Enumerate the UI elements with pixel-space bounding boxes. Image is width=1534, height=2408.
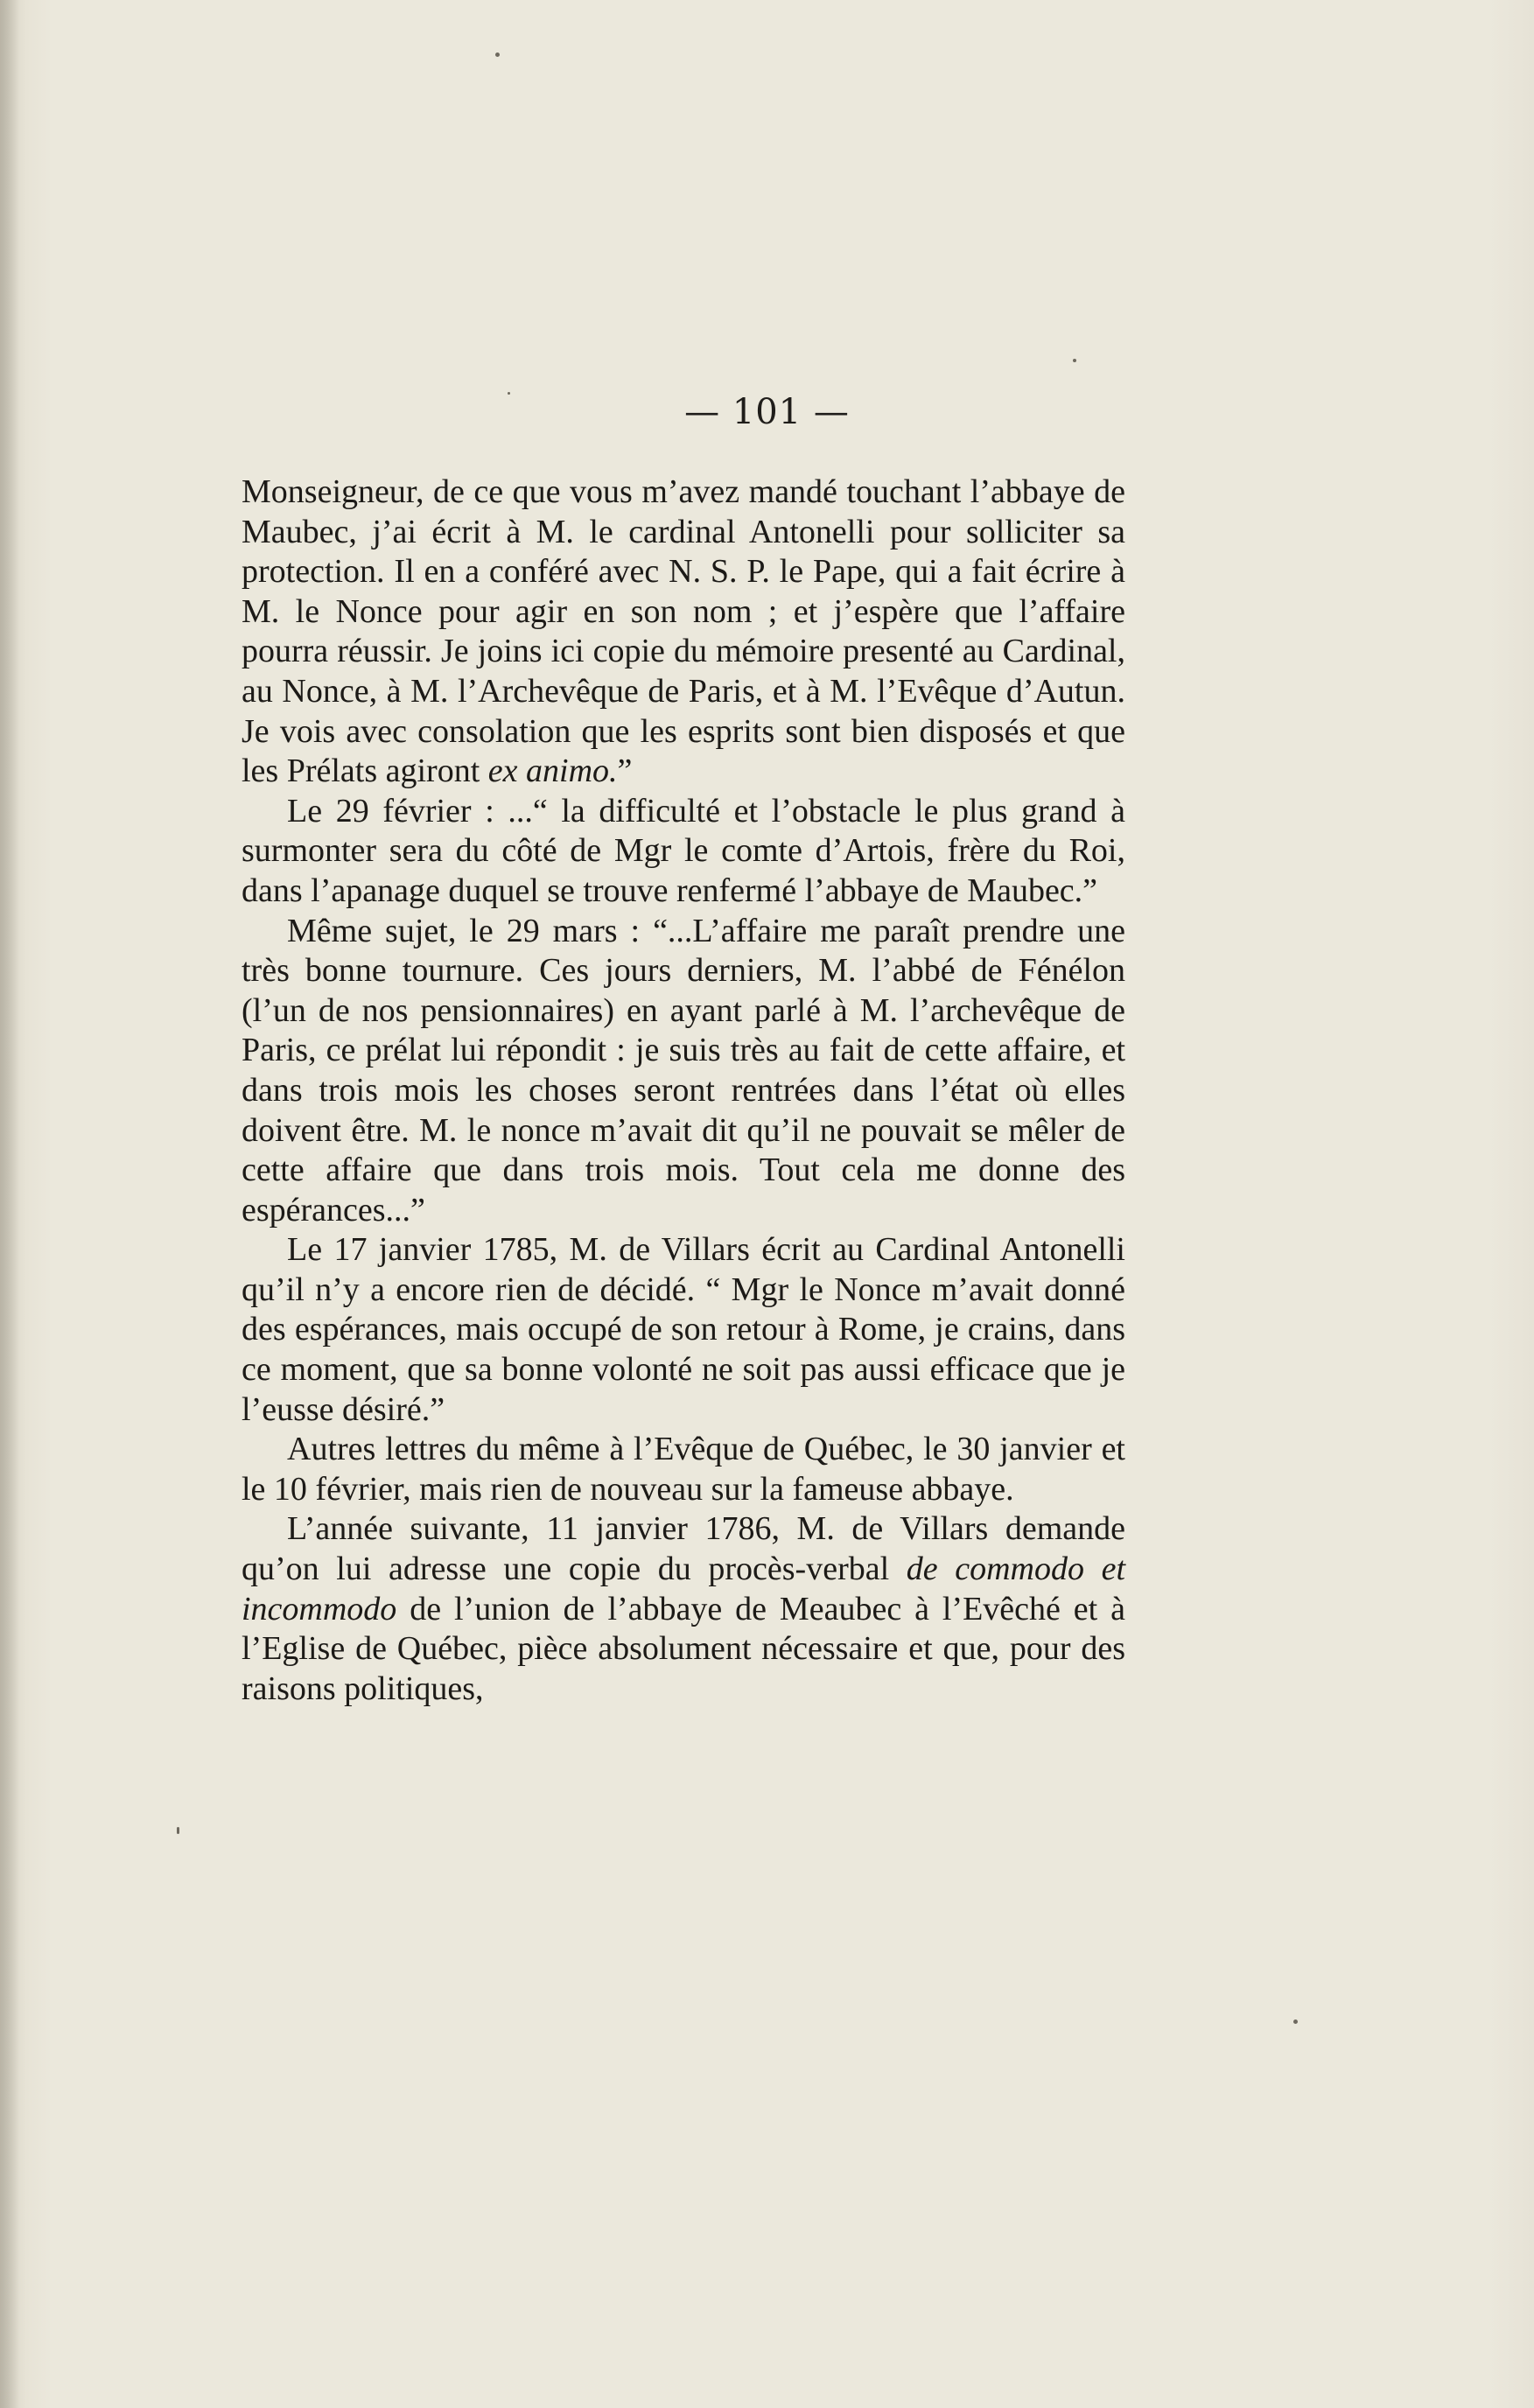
paragraph	[242, 792, 1125, 912]
paragraph	[242, 1509, 1125, 1709]
paper-speck	[1293, 2020, 1298, 2024]
italic-text: ex animo.	[487, 752, 618, 790]
paragraph-text: Le 17 janvier 1785, M. de Villars écrit au Cardinal Antonelli qu’il n’y a encore rien de décidé. “ Mgr le Nonce m’avait donné des espérances, mais occupé de son retour à Rome, je crains, dans ce moment, que sa bonne volonté ne soit pas aussi efficace que je l’eusse désiré.”	[242, 1231, 1125, 1428]
paper-speck	[177, 1827, 179, 1834]
paragraph-text: de l’union de l’abbaye de Meaubec à l’Evêché et à l’Eglise de Québec, pièce absolument nécessaire et que, pour des raisons politiques,	[242, 1590, 1125, 1707]
paper-speck	[1073, 359, 1076, 362]
page-number: — 101 —	[684, 392, 850, 432]
paragraph	[242, 1230, 1125, 1430]
paragraph-text: L’année suivante, 11 janvier 1786, M. de Villars demande qu’on lui adresse une copie du procès-verbal	[242, 1510, 1125, 1588]
paragraph-text: ”	[617, 752, 633, 790]
paragraph	[242, 1430, 1125, 1509]
body-text	[242, 472, 1125, 1709]
paragraph	[242, 912, 1125, 1231]
paragraph-text: Même sujet, le 29 mars : “...L’affaire me paraît prendre une très bonne tournure. Ces jours derniers, M. l’abbé de Fénélon (l’un de nos pensionnaires) en ayant parlé à M. l’archevêque de Paris, ce prélat lui répondit : je suis très au fait de cette affaire, et dans trois mois les choses seront rentrées dans l’état où elles doivent être. M. le nonce m’avait dit qu’il ne pouvait se mêler de cette affaire que dans trois mois. Tout cela me donne des espérances...”	[242, 912, 1125, 1228]
paper-speck	[495, 52, 500, 57]
paragraph-text: Autres lettres du même à l’Evêque de Québec, le 30 janvier et le 10 février, mais rien de nouveau sur la fameuse abbaye.	[242, 1431, 1125, 1508]
binding-gutter-shadow	[0, 0, 19, 2408]
italic-text: de commodo et incommodo	[242, 1550, 1125, 1628]
paragraph	[242, 472, 1125, 792]
paragraph-text: Le 29 février : ...“ la difficulté et l’obstacle le plus grand à surmonter sera du côté de Mgr le comte d’Artois, frère du Roi, dans l’apanage duquel se trouve renfermé l’abbaye de Maubec.”	[242, 792, 1125, 909]
paragraph-text: Monseigneur, de ce que vous m’avez mandé touchant l’abbaye de Maubec, j’ai écrit à M. le cardinal Antonelli pour solliciter sa protection. Il en a conféré avec N. S. P. le Pape, qui a fait écrire à M. le Nonce pour agir en son nom ; et j’espère que l’affaire pourra réussir. Je joins ici copie du mémoire presenté au Cardinal, au Nonce, à M. l’Archevêque de Paris, et à M. l’Evêque d’Autun. Je vois avec consolation que les esprits sont bien disposés et que les Prélats agiront	[242, 473, 1125, 790]
